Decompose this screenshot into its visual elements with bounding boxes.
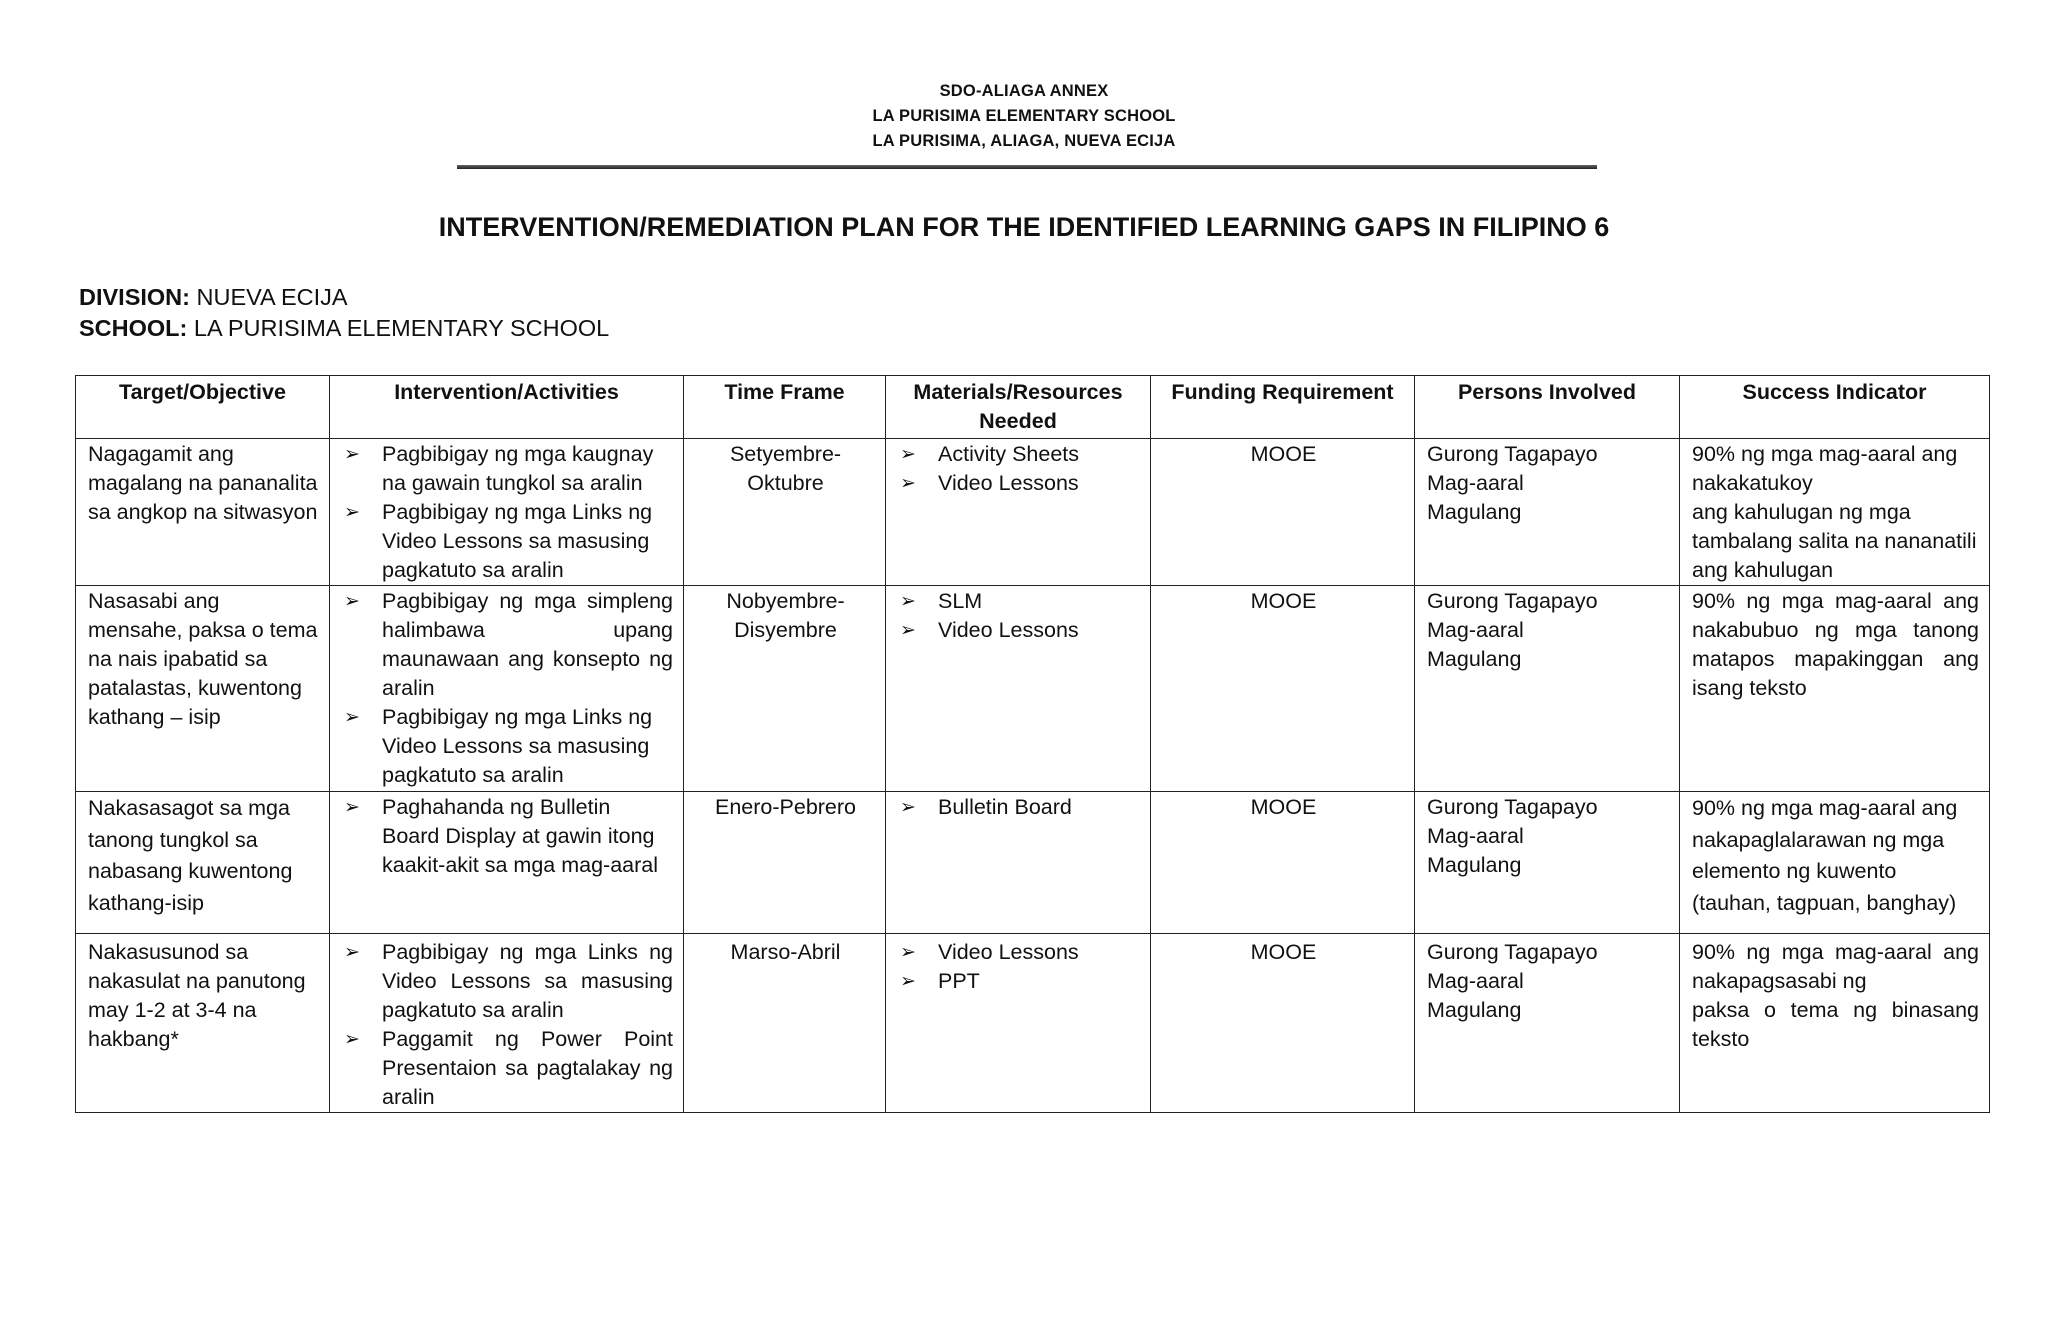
school-value: LA PURISIMA ELEMENTARY SCHOOL (193, 315, 610, 341)
person-item: Mag-aaral (1427, 969, 1524, 993)
arrow-bullet-icon: ➢ (344, 1029, 360, 1050)
table-row (76, 586, 1990, 792)
arrow-bullet-icon: ➢ (344, 942, 360, 963)
header-line-1: SDO-ALIAGA ANNEX (939, 82, 1109, 100)
column-header: Time Frame (684, 376, 886, 439)
person-item: Magulang (1427, 853, 1522, 877)
target-cell: Nakasusunod sa nakasulat na panutong may 1-2 at 3-4 na hakbang* (76, 934, 330, 1113)
list-item: ➢ PPT (898, 967, 1140, 996)
arrow-bullet-icon: ➢ (900, 620, 916, 641)
activities-cell (330, 439, 684, 586)
materials-cell (886, 934, 1151, 1113)
persons-cell (1415, 439, 1680, 586)
target-cell: Nasasabi ang mensahe, paksa o tema na nais ipabatid sa patalastas, kuwentong kathang – isip (76, 586, 330, 792)
arrow-bullet-icon: ➢ (900, 473, 916, 494)
arrow-bullet-icon: ➢ (344, 502, 360, 523)
funding-cell: MOOE (1151, 439, 1415, 586)
person-item: Magulang (1427, 998, 1522, 1022)
time-frame-cell: Enero-Pebrero (684, 792, 886, 934)
header-line-3: LA PURISIMA, ALIAGA, NUEVA ECIJA (872, 132, 1176, 150)
arrow-bullet-icon: ➢ (900, 444, 916, 465)
persons-cell (1415, 792, 1680, 934)
funding-cell: MOOE (1151, 934, 1415, 1113)
arrow-bullet-icon: ➢ (900, 591, 916, 612)
materials-cell (886, 792, 1151, 934)
list-item: ➢ Video Lessons (898, 616, 1140, 645)
persons-cell (1415, 934, 1680, 1113)
target-cell: Nagagamit ang magalang na pananalita sa angkop na sitwasyon (76, 439, 330, 586)
arrow-bullet-icon: ➢ (900, 797, 916, 818)
column-header: Intervention/Activities (330, 376, 684, 439)
time-frame-cell: Marso-Abril (684, 934, 886, 1113)
person-item: Magulang (1427, 500, 1522, 524)
list-item: ➢ Video Lessons (898, 938, 1140, 967)
person-item: Gurong Tagapayo (1427, 940, 1598, 964)
person-item: Mag-aaral (1427, 824, 1524, 848)
school-label: SCHOOL: (79, 315, 188, 341)
list-item: ➢ Video Lessons (898, 469, 1140, 498)
funding-cell: MOOE (1151, 792, 1415, 934)
activities-cell (330, 934, 684, 1113)
list-item: ➢ Pagbibigay ng mga kaugnay na gawain tungkol sa aralin (344, 442, 654, 495)
arrow-bullet-icon: ➢ (344, 591, 360, 612)
division-label: DIVISION: (79, 284, 190, 310)
list-item: ➢ Bulletin Board (898, 793, 1140, 822)
arrow-bullet-icon: ➢ (900, 942, 916, 963)
list-item: ➢ Pagbibigay ng mga Links ng Video Lessons sa masusing pagkatuto sa aralin (344, 500, 653, 582)
materials-cell (886, 586, 1151, 792)
division-line (79, 284, 348, 311)
column-header: Materials/Resources Needed (886, 376, 1151, 439)
school-header (0, 79, 2048, 154)
list-item: ➢ Pagbibigay ng mga Links ng Video Lessons sa masusing pagkatuto sa aralin (344, 705, 653, 787)
person-item: Mag-aaral (1427, 618, 1524, 642)
intervention-plan-table (75, 375, 1990, 1113)
person-item: Mag-aaral (1427, 471, 1524, 495)
column-header: Persons Involved (1415, 376, 1680, 439)
person-item: Gurong Tagapayo (1427, 795, 1598, 819)
arrow-bullet-icon: ➢ (900, 971, 916, 992)
header-divider (457, 165, 1597, 169)
list-item: ➢ Pagbibigay ng mga Links ng Video Lessons sa masusing pagkatuto sa aralin (344, 940, 673, 1022)
table-header-row (76, 376, 1990, 439)
arrow-bullet-icon: ➢ (344, 797, 360, 818)
arrow-bullet-icon: ➢ (344, 707, 360, 728)
school-line (79, 315, 609, 342)
success-indicator-cell: 90% ng mga mag-aaral ang nakabubuo ng mga tanong matapos mapakinggan ang isang teksto (1680, 586, 1990, 792)
target-cell: Nakasasagot sa mga tanong tungkol sa nabasang kuwentong kathang-isip (76, 792, 330, 934)
person-item: Gurong Tagapayo (1427, 589, 1598, 613)
materials-cell (886, 439, 1151, 586)
column-header: Funding Requirement (1151, 376, 1415, 439)
person-item: Gurong Tagapayo (1427, 442, 1598, 466)
list-item: ➢ Activity Sheets (898, 440, 1140, 469)
persons-cell (1415, 586, 1680, 792)
table-row (76, 934, 1990, 1113)
activities-cell (330, 792, 684, 934)
list-item: ➢ Paggamit ng Power Point Presentaion sa pagtalakay ng aralin (344, 1027, 673, 1109)
person-item: Magulang (1427, 647, 1522, 671)
column-header: Success Indicator (1680, 376, 1990, 439)
funding-cell: MOOE (1151, 586, 1415, 792)
list-item: ➢ Pagbibigay ng mga simpleng halimbawa upang maunawaan ang konsepto ng aralin (344, 589, 673, 700)
arrow-bullet-icon: ➢ (344, 444, 360, 465)
success-indicator-cell: 90% ng mga mag-aaral ang nakapagsasabi ng paksa o tema ng binasang teksto (1680, 934, 1990, 1113)
time-frame-cell: Nobyembre-Disyembre (684, 586, 886, 792)
table-row (76, 439, 1990, 586)
table-row (76, 792, 1990, 934)
division-value: NUEVA ECIJA (196, 284, 348, 310)
column-header: Target/Objective (76, 376, 330, 439)
header-line-2: LA PURISIMA ELEMENTARY SCHOOL (872, 107, 1176, 125)
list-item: ➢ SLM (898, 587, 1140, 616)
time-frame-cell: Setyembre-Oktubre (684, 439, 886, 586)
activities-cell (330, 586, 684, 792)
document-title: INTERVENTION/REMEDIATION PLAN FOR THE IDENTIFIED LEARNING GAPS IN FILIPINO 6 (438, 212, 1610, 242)
success-indicator-cell: 90% ng mga mag-aaral ang nakakatukoy ang kahulugan ng mga tambalang salita na nananatili ang kahulugan (1680, 439, 1990, 586)
list-item: ➢ Paghahanda ng Bulletin Board Display at gawin itong kaakit-akit sa mga mag-aaral (344, 795, 659, 877)
success-indicator-cell: 90% ng mga mag-aaral ang nakapaglalarawan ng mga elemento ng kuwento (tauhan, tagpuan, banghay) (1680, 792, 1990, 934)
